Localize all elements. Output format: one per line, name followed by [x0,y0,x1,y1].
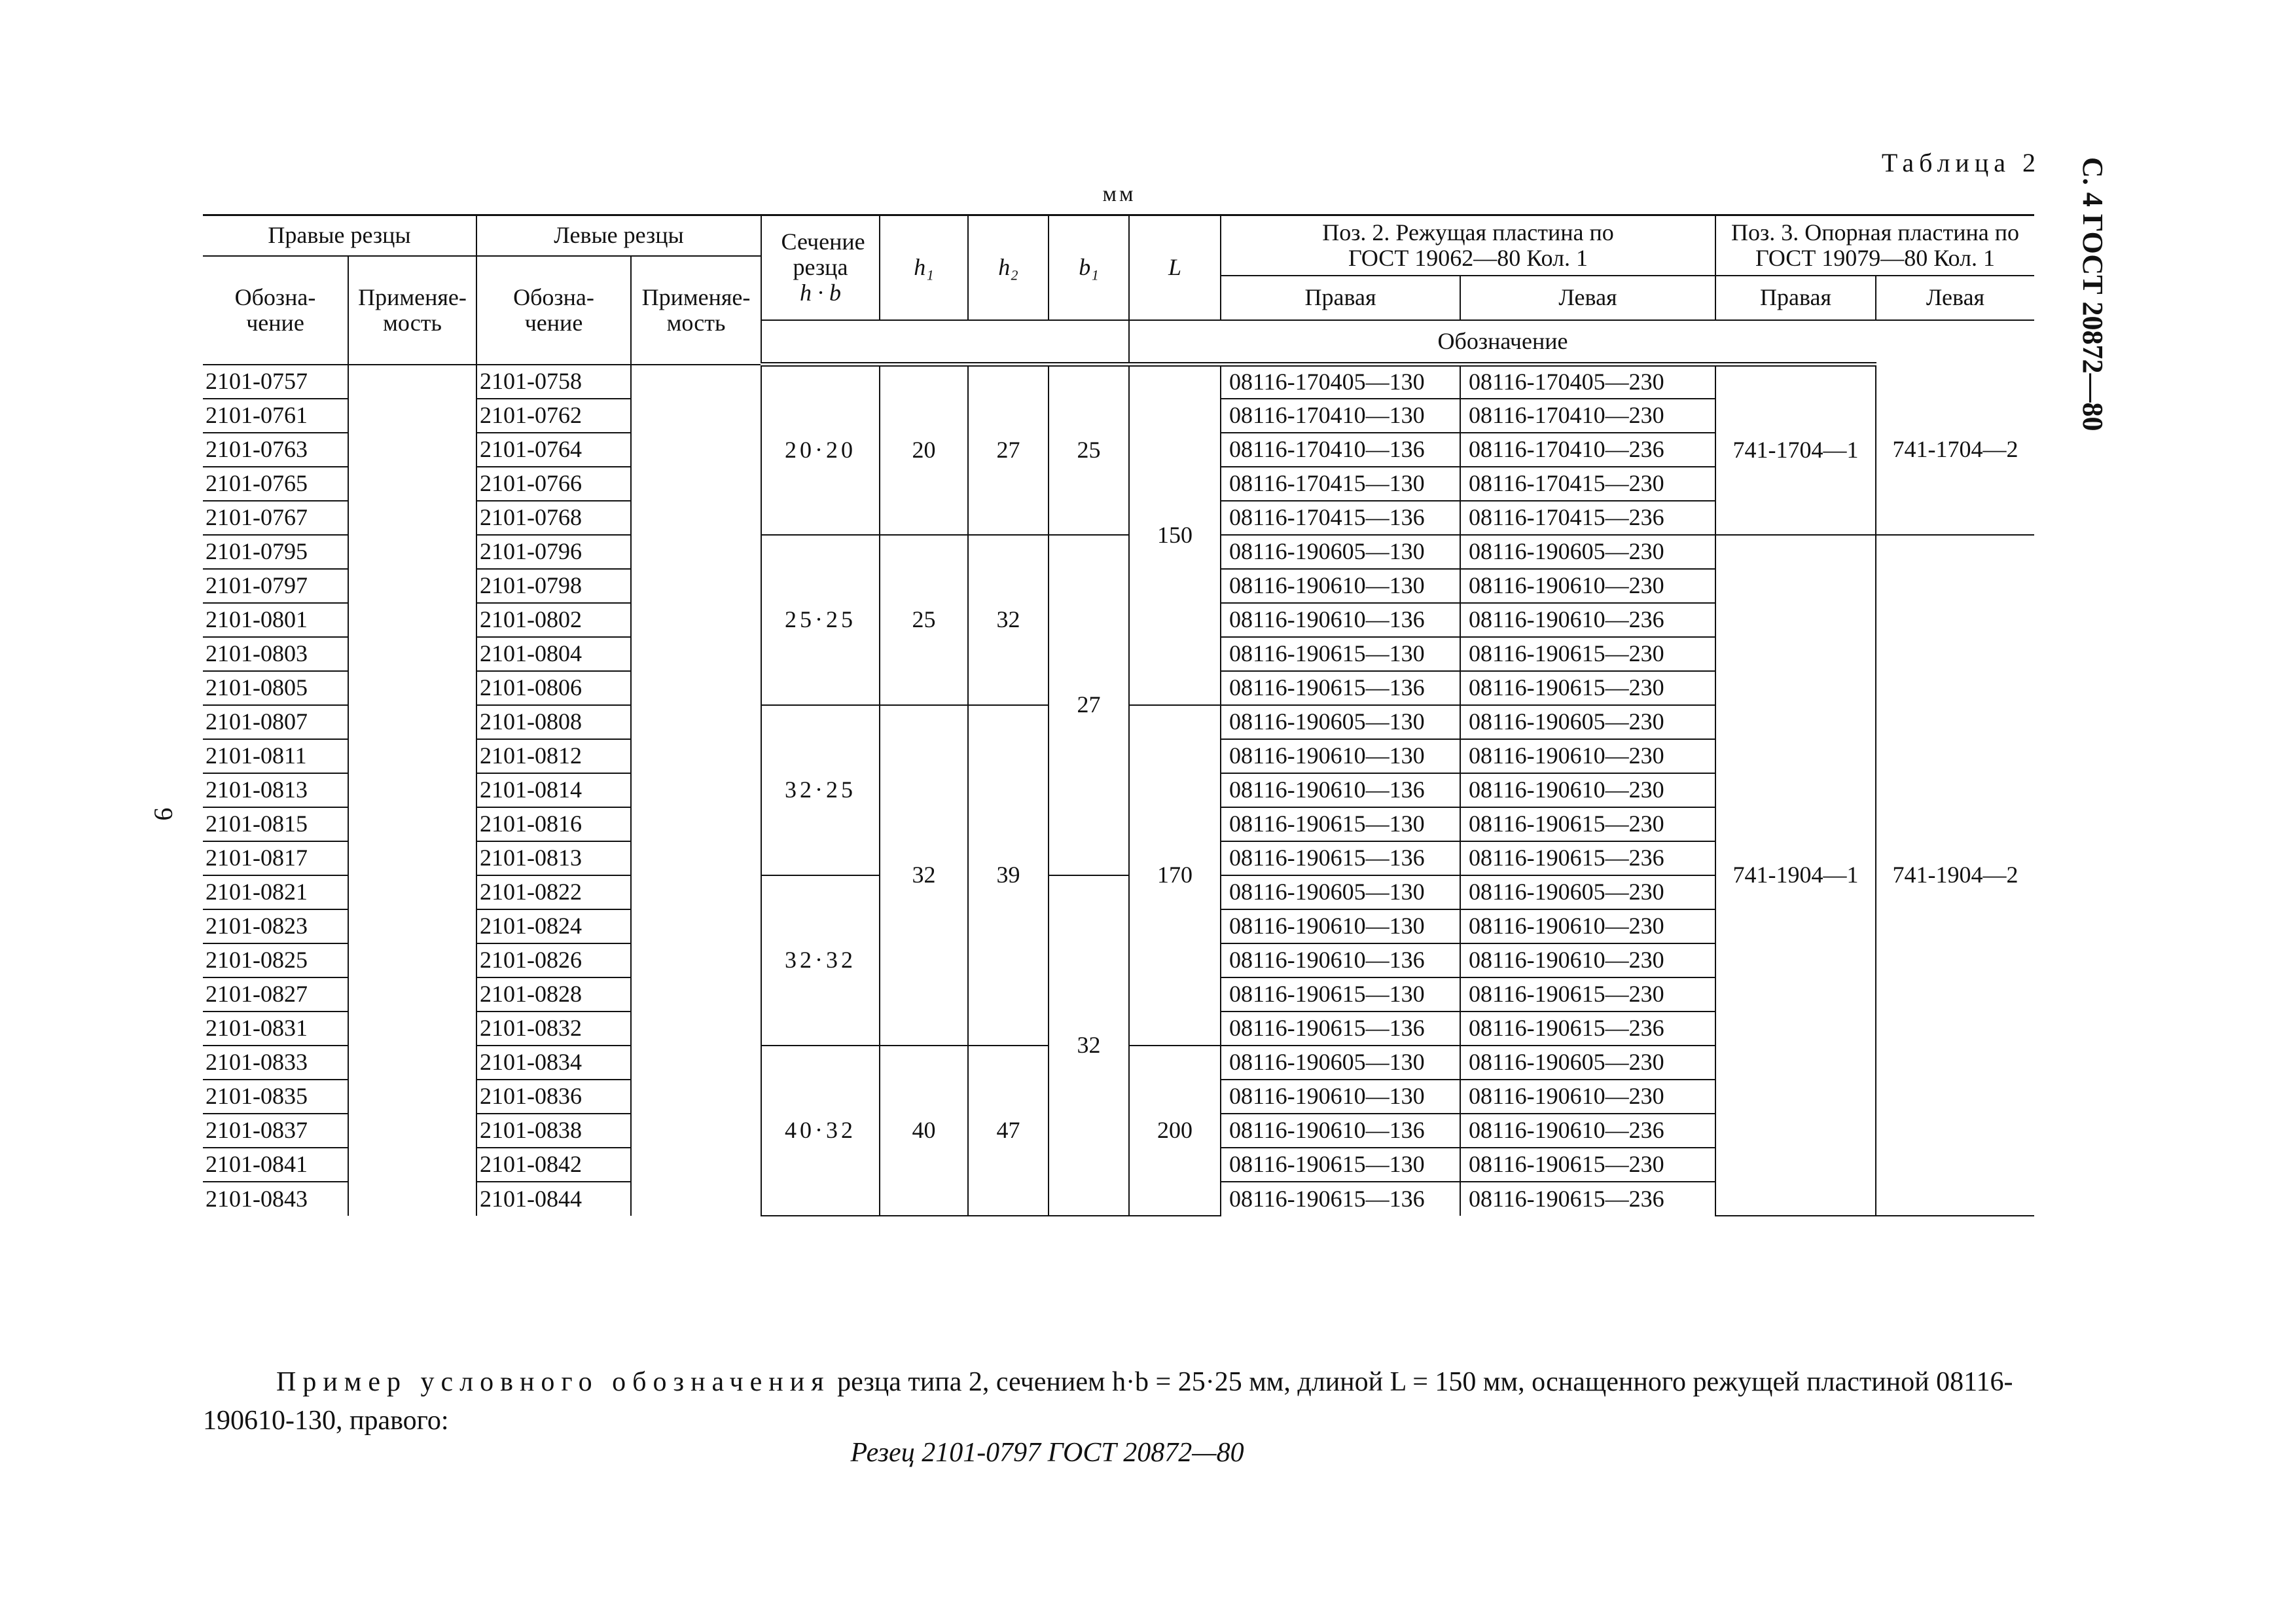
pos2-left-cell: 08116-190610—236 [1460,603,1715,637]
right-applicability-cell [348,1148,476,1182]
left-designation-cell: 2101-0836 [476,1080,631,1114]
right-applicability-cell [348,909,476,943]
right-applicability-cell [348,467,476,501]
pos2-right-cell: 08116-190615—130 [1221,1148,1460,1182]
left-designation-cell: 2101-0768 [476,501,631,535]
right-designation-cell: 2101-0761 [203,399,348,433]
header-left-applicability-text: Применяе-мость [641,283,751,336]
pos2-left-cell: 08116-190615—230 [1460,671,1715,705]
header-pos2 [1221,215,1715,276]
pos2-right-cell: 08116-190610—130 [1221,569,1460,603]
right-designation-cell: 2101-0821 [203,875,348,909]
right-applicability-cell [348,773,476,807]
right-applicability-cell [348,875,476,909]
pos2-left-cell: 08116-190605—230 [1460,875,1715,909]
right-applicability-cell [348,1182,476,1216]
right-applicability-cell [348,977,476,1012]
example-text: резца типа 2, сечением h·b = 25·25 мм, длиной L = 150 мм, оснащенного режущей пластиной 08116-190610-130, правого: [203,1367,2013,1436]
header-left-designation [476,256,631,365]
left-applicability-cell [631,603,761,637]
left-applicability-cell [631,671,761,705]
left-designation-cell: 2101-0826 [476,943,631,977]
left-designation-cell: 2101-0798 [476,569,631,603]
header-designation: Обозначение [1129,320,1876,365]
pos2-left-cell: 08116-190610—230 [1460,1080,1715,1114]
pos2-right-cell: 08116-190605—130 [1221,705,1460,739]
right-applicability-cell [348,841,476,875]
pos2-left-cell: 08116-170415—236 [1460,501,1715,535]
pos3-left-cell: 741-1904—2 [1876,535,2034,1216]
left-applicability-cell [631,569,761,603]
header-pos3 [1715,215,2034,276]
left-applicability-cell [631,1148,761,1182]
left-designation-cell: 2101-0838 [476,1114,631,1148]
right-applicability-cell [348,365,476,399]
pos2-right-cell: 08116-170415—136 [1221,501,1460,535]
page-number-text: 9 [149,807,179,821]
header-left-applicability [631,256,761,365]
right-designation-cell: 2101-0765 [203,467,348,501]
left-designation-cell: 2101-0766 [476,467,631,501]
pos2-left-cell: 08116-190615—236 [1460,1012,1715,1046]
right-applicability-cell [348,569,476,603]
pos2-right-cell: 08116-170410—130 [1221,399,1460,433]
pos2-right-cell: 08116-190615—136 [1221,1182,1460,1216]
right-designation-cell: 2101-0827 [203,977,348,1012]
h1-cell: 20 [880,365,968,535]
right-applicability-cell [348,399,476,433]
pos2-left-cell: 08116-190615—230 [1460,977,1715,1012]
units-label: мм [1102,182,1136,206]
right-applicability-cell [348,501,476,535]
right-designation-cell: 2101-0795 [203,535,348,569]
left-designation-cell: 2101-0804 [476,637,631,671]
left-designation-cell: 2101-0832 [476,1012,631,1046]
left-designation-cell: 2101-0828 [476,977,631,1012]
header-pos2-right: Правая [1221,276,1460,320]
left-applicability-cell [631,433,761,467]
right-applicability-cell [348,433,476,467]
pos2-left-cell: 08116-190605—230 [1460,1046,1715,1080]
left-applicability-cell [631,807,761,841]
L-cell: 170 [1129,705,1221,1046]
left-designation-cell: 2101-0816 [476,807,631,841]
right-designation-cell: 2101-0817 [203,841,348,875]
right-applicability-cell [348,1114,476,1148]
pos2-right-cell: 08116-190610—130 [1221,1080,1460,1114]
left-applicability-cell [631,909,761,943]
left-designation-cell: 2101-0802 [476,603,631,637]
header-right-designation-text: Обозна-чение [234,283,316,336]
pos2-left-cell: 08116-190605—230 [1460,705,1715,739]
pos2-left-cell: 08116-190610—230 [1460,909,1715,943]
right-designation-cell: 2101-0837 [203,1114,348,1148]
h1-cell: 40 [880,1046,968,1216]
left-designation-cell: 2101-0812 [476,739,631,773]
section-cell: 25·25 [761,535,880,705]
pos2-right-cell: 08116-190615—130 [1221,977,1460,1012]
pos2-left-cell: 08116-190605—230 [1460,535,1715,569]
right-designation-cell: 2101-0801 [203,603,348,637]
section-cell: 32·32 [761,875,880,1046]
pos2-left-cell: 08116-190610—236 [1460,1114,1715,1148]
left-applicability-cell [631,467,761,501]
pos2-right-cell: 08116-190610—130 [1221,909,1460,943]
left-applicability-cell [631,1012,761,1046]
pos3-left-cell: 741-1704—2 [1876,365,2034,535]
left-applicability-cell [631,365,761,399]
right-designation-cell: 2101-0843 [203,1182,348,1216]
example-designation: Резец 2101-0797 ГОСТ 20872—80 [850,1438,1244,1468]
pos2-left-cell: 08116-170410—230 [1460,399,1715,433]
right-applicability-cell [348,535,476,569]
pos2-left-cell: 08116-190610—230 [1460,773,1715,807]
header-left-cutters: Левые резцы [476,215,761,256]
pos2-right-cell: 08116-170415—130 [1221,467,1460,501]
right-designation-cell: 2101-0813 [203,773,348,807]
pos2-right-cell: 08116-190615—136 [1221,841,1460,875]
pos3-right-cell: 741-1904—1 [1715,535,1876,1216]
running-head [2065,157,2117,439]
pos2-right-cell: 08116-190605—130 [1221,1046,1460,1080]
example-paragraph [203,1363,2041,1440]
pos2-right-cell: 08116-190615—130 [1221,807,1460,841]
b1-cell: 27 [1049,535,1129,875]
header-sizes-spacer [761,320,1129,365]
h1-cell: 32 [880,705,968,1046]
section-cell: 32·25 [761,705,880,875]
left-applicability-cell [631,705,761,739]
header-section-formula: h · b [800,280,841,306]
right-designation-cell: 2101-0803 [203,637,348,671]
left-designation-cell: 2101-0762 [476,399,631,433]
pos2-right-cell: 08116-170410—136 [1221,433,1460,467]
left-applicability-cell [631,637,761,671]
header-pos3-left: Левая [1876,276,2034,320]
right-designation-cell: 2101-0797 [203,569,348,603]
right-applicability-cell [348,943,476,977]
right-designation-cell: 2101-0823 [203,909,348,943]
right-applicability-cell [348,603,476,637]
left-designation-cell: 2101-0844 [476,1182,631,1216]
pos2-left-cell: 08116-190615—236 [1460,841,1715,875]
pos2-right-cell: 08116-190615—136 [1221,671,1460,705]
left-applicability-cell [631,535,761,569]
right-designation-cell: 2101-0833 [203,1046,348,1080]
left-designation-cell: 2101-0796 [476,535,631,569]
left-designation-cell: 2101-0808 [476,705,631,739]
right-applicability-cell [348,807,476,841]
right-applicability-cell [348,1046,476,1080]
pos2-right-cell: 08116-190605—130 [1221,535,1460,569]
pos2-right-cell: 08116-190610—136 [1221,773,1460,807]
header-right-designation [203,256,348,365]
right-designation-cell: 2101-0757 [203,365,348,399]
pos2-left-cell: 08116-190615—230 [1460,807,1715,841]
pos2-left-cell: 08116-170410—236 [1460,433,1715,467]
right-applicability-cell [348,1080,476,1114]
page-number [144,799,183,838]
left-applicability-cell [631,1046,761,1080]
right-applicability-cell [348,1012,476,1046]
left-designation-cell: 2101-0822 [476,875,631,909]
h2-cell: 39 [968,705,1049,1046]
left-designation-cell: 2101-0758 [476,365,631,399]
header-right-cutters: Правые резцы [203,215,476,256]
left-designation-cell: 2101-0834 [476,1046,631,1080]
header-section [761,215,880,320]
pos3-right-cell: 741-1704—1 [1715,365,1876,535]
header-L: L [1129,215,1221,320]
left-applicability-cell [631,1080,761,1114]
right-applicability-cell [348,637,476,671]
pos2-right-cell: 08116-190610—136 [1221,943,1460,977]
right-designation-cell: 2101-0805 [203,671,348,705]
pos2-right-cell: 08116-170405—130 [1221,365,1460,399]
right-designation-cell: 2101-0841 [203,1148,348,1182]
header-right-applicability-text: Применяе-мость [358,283,467,336]
b1-cell: 32 [1049,875,1129,1216]
left-designation-cell: 2101-0814 [476,773,631,807]
left-applicability-cell [631,1114,761,1148]
right-designation-cell: 2101-0835 [203,1080,348,1114]
right-applicability-cell [348,671,476,705]
left-designation-cell: 2101-0824 [476,909,631,943]
right-applicability-cell [348,705,476,739]
pos2-left-cell: 08116-190610—230 [1460,739,1715,773]
pos2-left-cell: 08116-190615—236 [1460,1182,1715,1216]
right-designation-cell: 2101-0807 [203,705,348,739]
header-h2: h₂ [968,215,1049,320]
left-applicability-cell [631,1182,761,1216]
left-designation-cell: 2101-0813 [476,841,631,875]
header-h1: h₁ [880,215,968,320]
pos2-left-cell: 08116-170415—230 [1460,467,1715,501]
right-designation-cell: 2101-0763 [203,433,348,467]
header-b1: b₁ [1049,215,1129,320]
pos2-right-cell: 08116-190615—130 [1221,637,1460,671]
left-applicability-cell [631,501,761,535]
pos2-left-cell: 08116-170405—230 [1460,365,1715,399]
right-designation-cell: 2101-0811 [203,739,348,773]
right-designation-cell: 2101-0815 [203,807,348,841]
h2-cell: 27 [968,365,1049,535]
right-applicability-cell [348,739,476,773]
left-applicability-cell [631,399,761,433]
left-designation-cell: 2101-0842 [476,1148,631,1182]
left-applicability-cell [631,875,761,909]
h2-cell: 32 [968,535,1049,705]
header-pos3-right: Правая [1715,276,1876,320]
header-section-text: Сечение резца [781,228,865,281]
pos2-right-cell: 08116-190615—136 [1221,1012,1460,1046]
pos2-left-cell: 08116-190610—230 [1460,569,1715,603]
pos2-right-cell: 08116-190610—136 [1221,1114,1460,1148]
header-pos2-text: Поз. 2. Режущая пластина по ГОСТ 19062—80 Кол. 1 [1322,219,1614,271]
b1-cell: 25 [1049,365,1129,535]
left-applicability-cell [631,739,761,773]
section-cell: 20·20 [761,365,880,535]
left-designation-cell: 2101-0764 [476,433,631,467]
header-pos2-left: Левая [1460,276,1715,320]
table-row [203,535,2034,569]
running-head-text: С. 4 ГОСТ 20872—80 [2077,157,2109,431]
pos2-left-cell: 08116-190610—230 [1460,943,1715,977]
L-cell: 150 [1129,365,1221,705]
L-cell: 200 [1129,1046,1221,1216]
pos2-right-cell: 08116-190610—136 [1221,603,1460,637]
right-designation-cell: 2101-0825 [203,943,348,977]
left-applicability-cell [631,773,761,807]
section-cell: 40·32 [761,1046,880,1216]
table-body [203,365,2034,1216]
table-2 [203,214,2034,1216]
left-applicability-cell [631,943,761,977]
right-designation-cell: 2101-0767 [203,501,348,535]
header-right-applicability [348,256,476,365]
left-designation-cell: 2101-0806 [476,671,631,705]
header-left-designation-text: Обозна-чение [513,283,594,336]
h2-cell: 47 [968,1046,1049,1216]
pos2-right-cell: 08116-190610—130 [1221,739,1460,773]
h1-cell: 25 [880,535,968,705]
table-row [203,365,2034,399]
table-caption: Таблица 2 [1881,148,2041,177]
right-designation-cell: 2101-0831 [203,1012,348,1046]
pos2-left-cell: 08116-190615—230 [1460,637,1715,671]
example-lead: Пример условного обозначения [276,1367,831,1397]
header-pos3-text: Поз. 3. Опорная пластина по ГОСТ 19079—80 Кол. 1 [1731,219,2019,271]
left-applicability-cell [631,977,761,1012]
left-applicability-cell [631,841,761,875]
pos2-right-cell: 08116-190605—130 [1221,875,1460,909]
pos2-left-cell: 08116-190615—230 [1460,1148,1715,1182]
